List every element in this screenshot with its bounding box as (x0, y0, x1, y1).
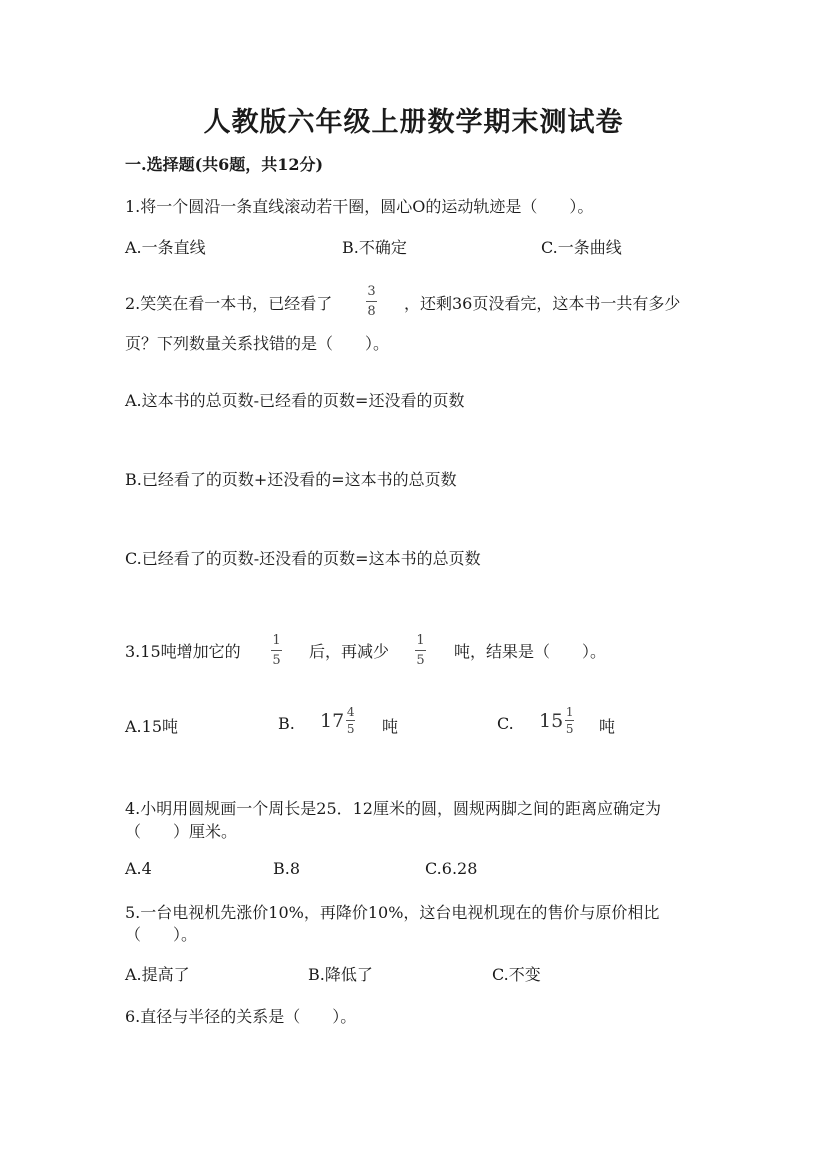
fraction-numerator: 1 (272, 633, 281, 648)
fraction-bar (271, 650, 282, 651)
mixed-number-fraction (346, 706, 355, 735)
question-4-option-c[interactable]: C.6.28 (425, 859, 478, 878)
fraction-numerator: 1 (416, 633, 425, 648)
question-5-option-b[interactable]: B.降低了 (308, 965, 373, 984)
question-3-option-b-mixed-number (320, 706, 355, 735)
fraction-numerator: 3 (367, 284, 376, 299)
question-3-option-c-mixed-number (539, 706, 574, 735)
question-3-option-b-unit: 吨 (382, 717, 399, 736)
fraction-denominator: 5 (346, 722, 355, 736)
mixed-number-fraction (565, 706, 574, 735)
question-4-option-a[interactable]: A.4 (125, 859, 152, 878)
question-3-fraction-2 (415, 634, 426, 667)
question-2-text-end: ，还剩36页没看完，这本书一共有多少 (404, 294, 681, 313)
fraction-denominator: 5 (272, 653, 281, 668)
fraction-denominator: 5 (565, 722, 574, 736)
question-1-option-a[interactable]: A.一条直线 (125, 238, 206, 257)
fraction-bar (366, 301, 377, 302)
section-heading: 一.选择题(共6题，共12分) (125, 155, 324, 174)
fraction-bar (346, 720, 355, 721)
page-title: 人教版六年级上册数学期末测试卷 (203, 107, 624, 138)
fraction-numerator: 1 (565, 705, 574, 719)
question-3-option-b-label[interactable]: B. (278, 714, 295, 733)
question-1-option-b[interactable]: B.不确定 (342, 238, 407, 257)
question-3-text-end: 吨，结果是（ ）。 (454, 642, 607, 661)
question-1-text: 1.将一个圆沿一条直线滚动若干圈，圆心O的运动轨迹是（ ）。 (125, 197, 594, 216)
question-5-text: 5.一台电视机先涨价10%，再降价10%，这台电视机现在的售价与原价相比 (125, 903, 660, 922)
question-2-text-start: 2.笑笑在看一本书，已经看了 (125, 294, 333, 313)
question-3-option-a[interactable]: A.15吨 (125, 717, 179, 736)
fraction-bar (565, 720, 574, 721)
question-4-text: 4.小明用圆规画一个周长是25．12厘米的圆，圆规两脚之间的距离应确定为 (125, 799, 661, 818)
question-2-option-b[interactable]: B.已经看了的页数+还没看的=这本书的总页数 (125, 470, 457, 489)
mixed-number-whole: 17 (320, 709, 345, 732)
question-3-option-c-label[interactable]: C. (497, 714, 514, 733)
question-5-text-line2: （ ）。 (125, 925, 198, 944)
question-2-fraction (366, 285, 377, 318)
question-3-option-c-unit: 吨 (599, 717, 616, 736)
question-2-text-line2: 页？下列数量关系找错的是（ ）。 (125, 334, 390, 353)
question-6-text: 6.直径与半径的关系是（ ）。 (125, 1007, 357, 1026)
question-4-text-line2: （ ）厘米。 (125, 822, 238, 841)
mixed-number-whole: 15 (539, 709, 564, 732)
question-2-option-a[interactable]: A.这本书的总页数-已经看的页数=还没看的页数 (125, 391, 465, 410)
question-1-option-c[interactable]: C.一条曲线 (541, 238, 622, 257)
fraction-denominator: 5 (416, 653, 425, 668)
fraction-denominator: 8 (367, 304, 376, 319)
question-5-option-c[interactable]: C.不变 (492, 965, 541, 984)
question-5-option-a[interactable]: A.提高了 (125, 965, 190, 984)
fraction-bar (415, 650, 426, 651)
question-4-option-b[interactable]: B.8 (273, 859, 301, 878)
fraction-numerator: 4 (346, 705, 355, 719)
question-3-fraction-1 (271, 634, 282, 667)
question-2-option-c[interactable]: C.已经看了的页数-还没看的页数=这本书的总页数 (125, 549, 481, 568)
question-3-text-start: 3.15吨增加它的 (125, 642, 241, 661)
question-3-text-middle: 后，再减少 (309, 642, 390, 661)
